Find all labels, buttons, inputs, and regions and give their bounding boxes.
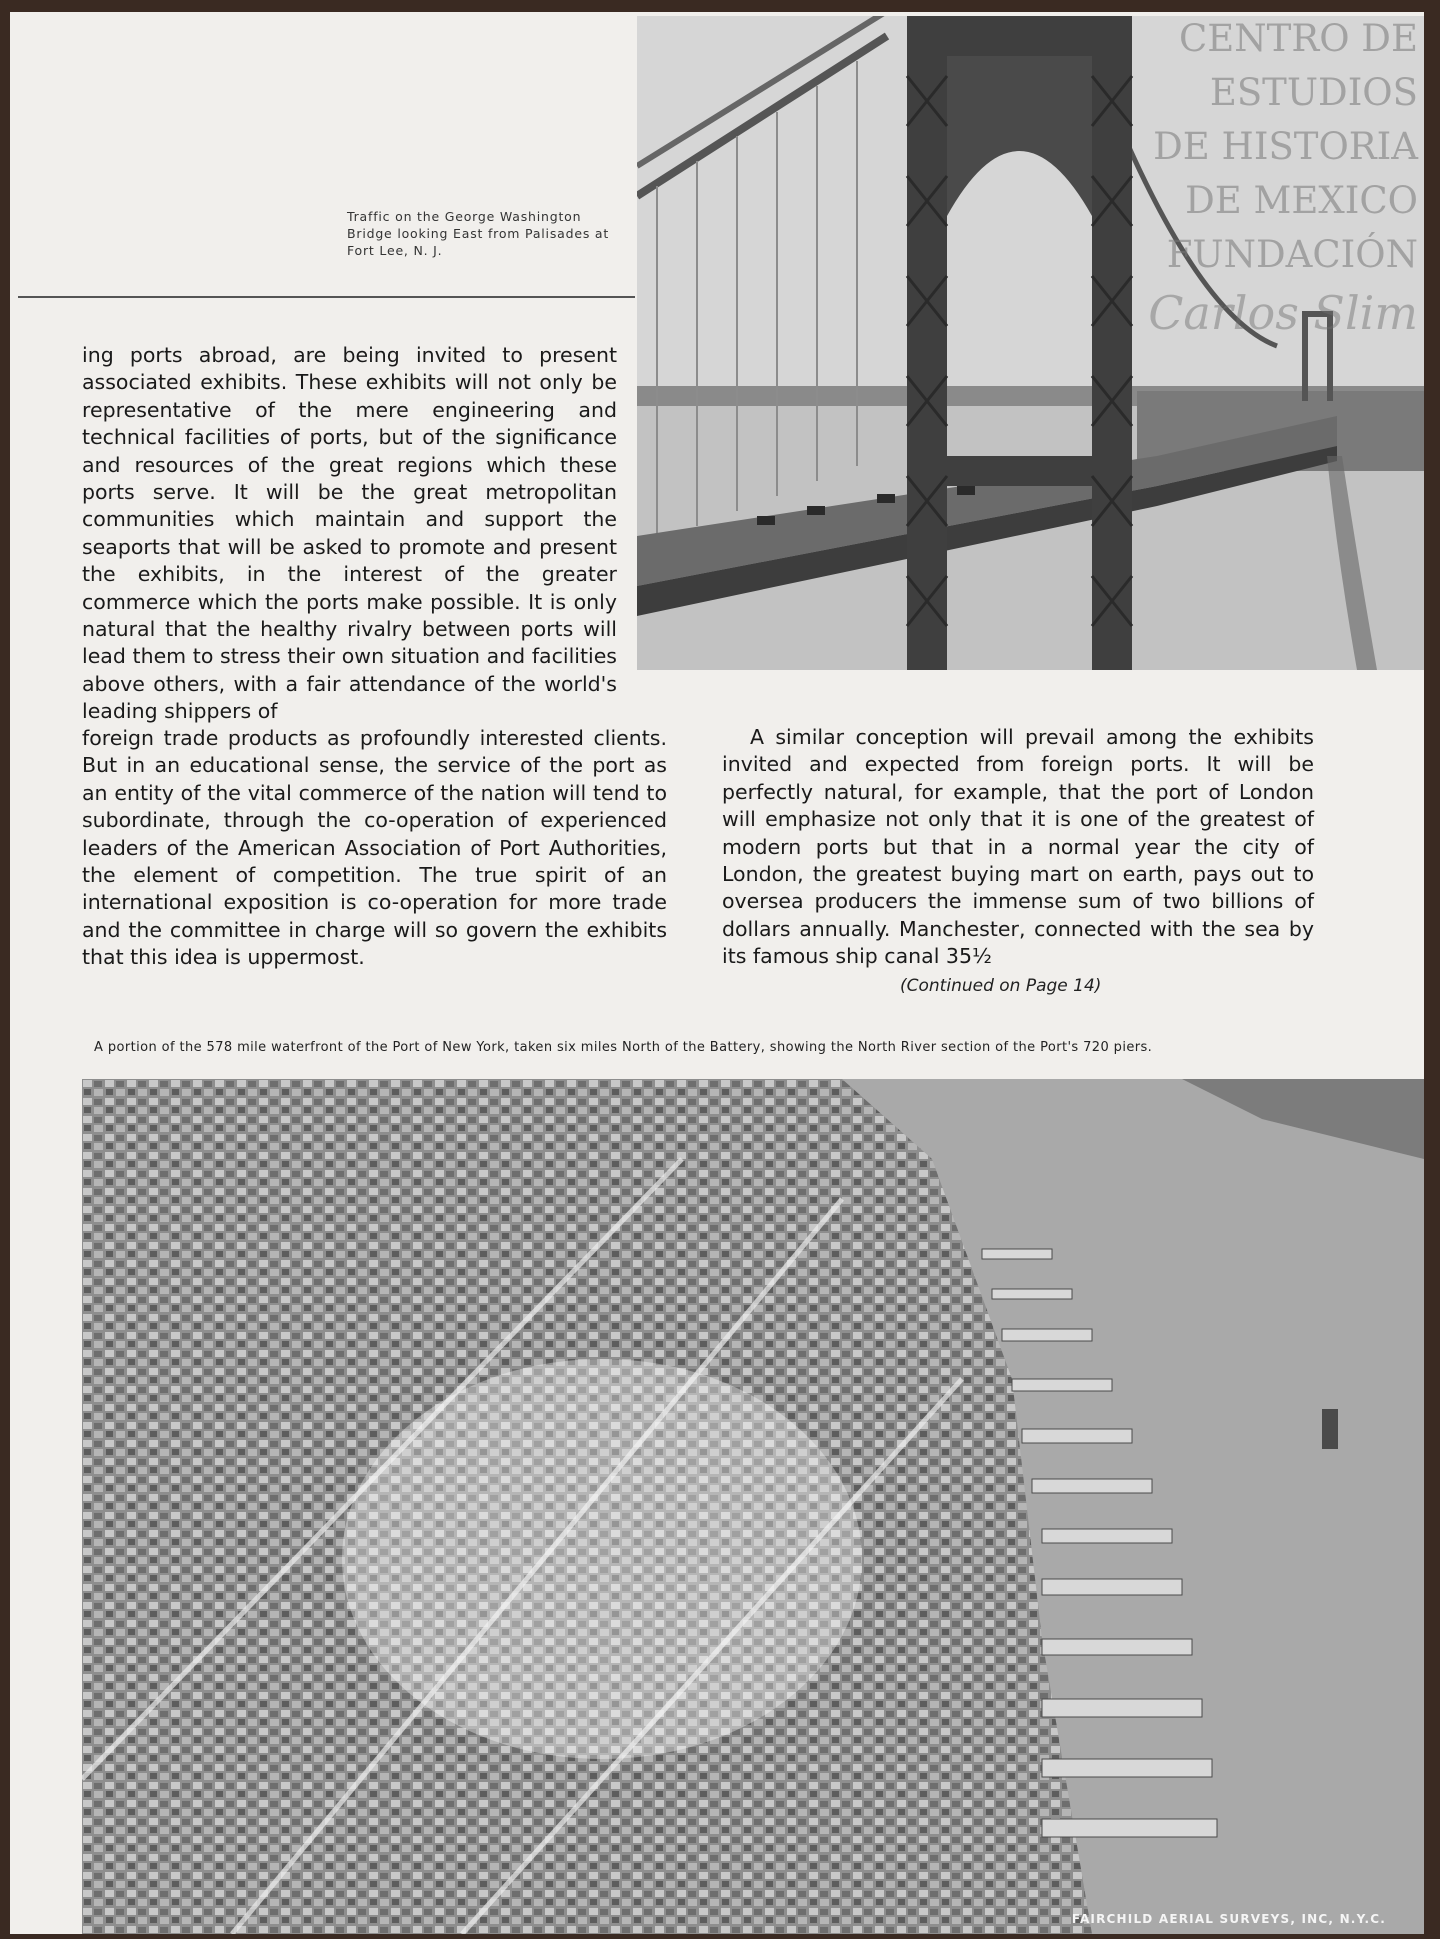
city-photo-caption: A portion of the 578 mile waterfront of the Port of New York, taken six miles North of the Battery, showing the North River section of the Port's 720 piers. [94, 1040, 1153, 1055]
bridge-caption: Traffic on the George Washington Bridge looking East from Palisades at Fort Lee, N. J. [347, 209, 610, 258]
article-column-left-bottom: foreign trade products as profoundly interested clients. But in an educational sense, the service of the port as an entity of the vital commerce of the nation will tend to subordinate, through the co-operation of experienced leaders of the American Association of Port Authorities, the element of competition. The true spirit of an international exposition is co-operation for more trade and the committee in charge will so govern the exhibits that this idea is uppermost. [82, 726, 667, 970]
photo-credit: FAIRCHILD AERIAL SURVEYS, INC, N.Y.C. [1071, 1912, 1386, 1926]
article-column-left-top: ing ports abroad, are being invited to present associated exhibits. These exhibits will not only be representative of the mere engineering and technical facilities of ports, but of the significance and resources of the great regions which these ports serve. It will be the great metropolitan communities which maintain and support the seaports that will be asked to promote and present the exhibits, in the interest of the greater commerce which the ports make possible. It is only natural that the healthy rivalry between ports will lead them to stress their own situation and facilities above others, with a fair attendance of the world's leading shippers of [82, 343, 617, 724]
city-aerial-photo [82, 1079, 1424, 1934]
article-column-right: A similar conception will prevail among the exhibits invited and expected from foreign ports. It will be perfectly natural, for example, that the port of London will emphasize not only that it is one of the greatest of modern ports but that in a normal year the city of London, the greatest buying mart on earth, pays out to oversea producers the immense sum of two billions of dollars annually. Manchester, connected with the sea by its famous ship canal 35½ [722, 725, 1314, 969]
watermark-line: DE HISTORIA [1153, 125, 1418, 168]
watermark-line: ESTUDIOS [1209, 71, 1418, 114]
watermark-signature: Carlos Slim [1148, 286, 1418, 340]
caption-divider [18, 296, 635, 298]
watermark-line: CENTRO DE [1178, 17, 1418, 60]
magazine-page [10, 12, 1424, 1934]
watermark-line: FUNDACIÓN [1166, 233, 1418, 276]
city-aerial-illustration [82, 1079, 1424, 1934]
watermark-stamp [1143, 12, 1424, 392]
continued-note: (Continued on Page 14) [900, 976, 1102, 996]
watermark-line: DE MEXICO [1185, 179, 1418, 222]
